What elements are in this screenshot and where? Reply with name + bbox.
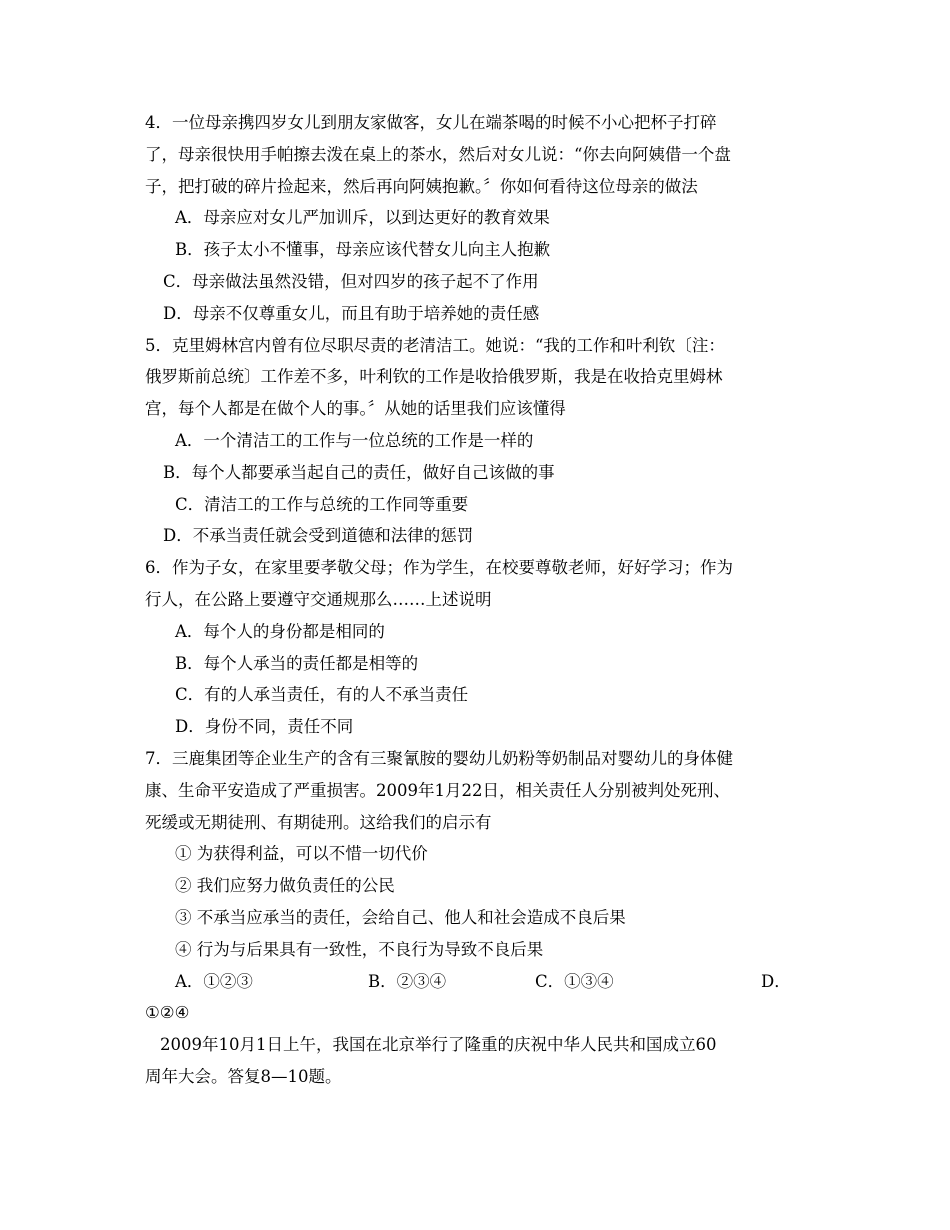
question-6-option-c: C．有的人承当责任，有的人不承当责任 [175, 685, 469, 705]
question-6-option-a: A．每个人的身份都是相同的 [175, 621, 385, 641]
question-4-option-a: A．母亲应对女儿严加训斥，以到达更好的教育效果 [175, 208, 550, 228]
question-5 [145, 330, 805, 553]
question-7-statement-1: ① 为获得利益，可以不惜一切代价 [175, 844, 428, 864]
question-4-stem-line-2: 了，母亲很快用手帕擦去泼在桌上的茶水，然后对女儿说：“你去向阿姨借一个盘 [145, 144, 731, 164]
question-6-option-d: D．身份不同，责任不同 [175, 717, 354, 737]
question-4-stem-line-3: 子，把打破的碎片捡起来，然后再向阿姨抱歉。〞你如何看待这位母亲的做法 [145, 176, 698, 196]
question-7 [145, 743, 805, 1029]
question-7-stem-line-1: 7．三鹿集团等企业生产的含有三聚氰胺的婴幼儿奶粉等奶制品对婴幼儿的身体健 [145, 748, 733, 768]
question-5-stem-line-1: 5．克里姆林宫内曾有位尽职尽责的老清洁工。她说：“我的工作和叶利钦〔注： [145, 335, 725, 355]
passage-line-1: 2009年10月1日上午，我国在北京举行了隆重的庆祝中华人民共和国成立60 [160, 1035, 717, 1055]
question-7-option-d: D． [761, 971, 791, 991]
question-7-option-b: B．②③④ [368, 971, 447, 991]
question-7-statement-3: ③ 不承当应承当的责任，会给自己、他人和社会造成不良后果 [175, 907, 626, 927]
passage [145, 1029, 805, 1093]
question-5-option-a: A．一个清洁工的工作与一位总统的工作是一样的 [175, 430, 534, 450]
question-4 [145, 107, 805, 330]
question-7-stem-line-2: 康、生命平安造成了严重损害。2009年1月22日，相关责任人分别被判处死刑、 [145, 780, 730, 800]
question-6-option-b: B．每个人承当的责任都是相等的 [175, 653, 419, 673]
passage-line-2: 周年大会。答复8—10题。 [145, 1066, 342, 1086]
question-7-option-a: A．①②③ [175, 971, 253, 991]
question-4-option-b: B．孩子太小不懂事，母亲应该代替女儿向主人抱歉 [175, 240, 551, 260]
question-5-stem-line-3: 宫，每个人都是在做个人的事。〞从她的话里我们应该懂得 [145, 399, 566, 419]
question-7-statement-2: ② 我们应努力做负责任的公民 [175, 876, 395, 896]
question-5-stem-line-2: 俄罗斯前总统〕工作差不多，叶利钦的工作是收拾俄罗斯，我是在收拾克里姆林 [145, 367, 723, 387]
exam-page [145, 107, 805, 1093]
question-7-option-c: C．①③④ [535, 971, 614, 991]
question-4-option-d: D．母亲不仅尊重女儿，而且有助于培养她的责任感 [163, 303, 540, 323]
question-4-stem-line-1: 4．一位母亲携四岁女儿到朋友家做客，女儿在端茶喝的时候不小心把杯子打碎 [145, 113, 717, 132]
question-6 [145, 552, 805, 743]
question-7-stem-line-3: 死缓或无期徒刑、有期徒刑。这给我们的启示有 [145, 812, 492, 832]
question-5-option-b: B．每个人都要承当起自己的责任，做好自己该做的事 [163, 462, 555, 482]
question-7-options-row [145, 966, 805, 998]
question-6-stem-line-1: 6．作为子女，在家里要孝敬父母；作为学生，在校要尊敬老师，好好学习；作为 [145, 558, 733, 578]
question-6-stem-line-2: 行人，在公路上要遵守交通规那么……上述说明 [145, 589, 492, 609]
question-5-option-c: C．清洁工的工作与总统的工作同等重要 [175, 494, 469, 514]
question-4-option-c: C．母亲做法虽然没错，但对四岁的孩子起不了作用 [163, 271, 539, 291]
question-7-option-d-wrap: ①②④ [145, 1003, 190, 1023]
question-5-option-d: D．不承当责任就会受到道德和法律的惩罚 [163, 526, 474, 546]
question-7-statement-4: ④ 行为与后果具有一致性，不良行为导致不良后果 [175, 939, 544, 959]
